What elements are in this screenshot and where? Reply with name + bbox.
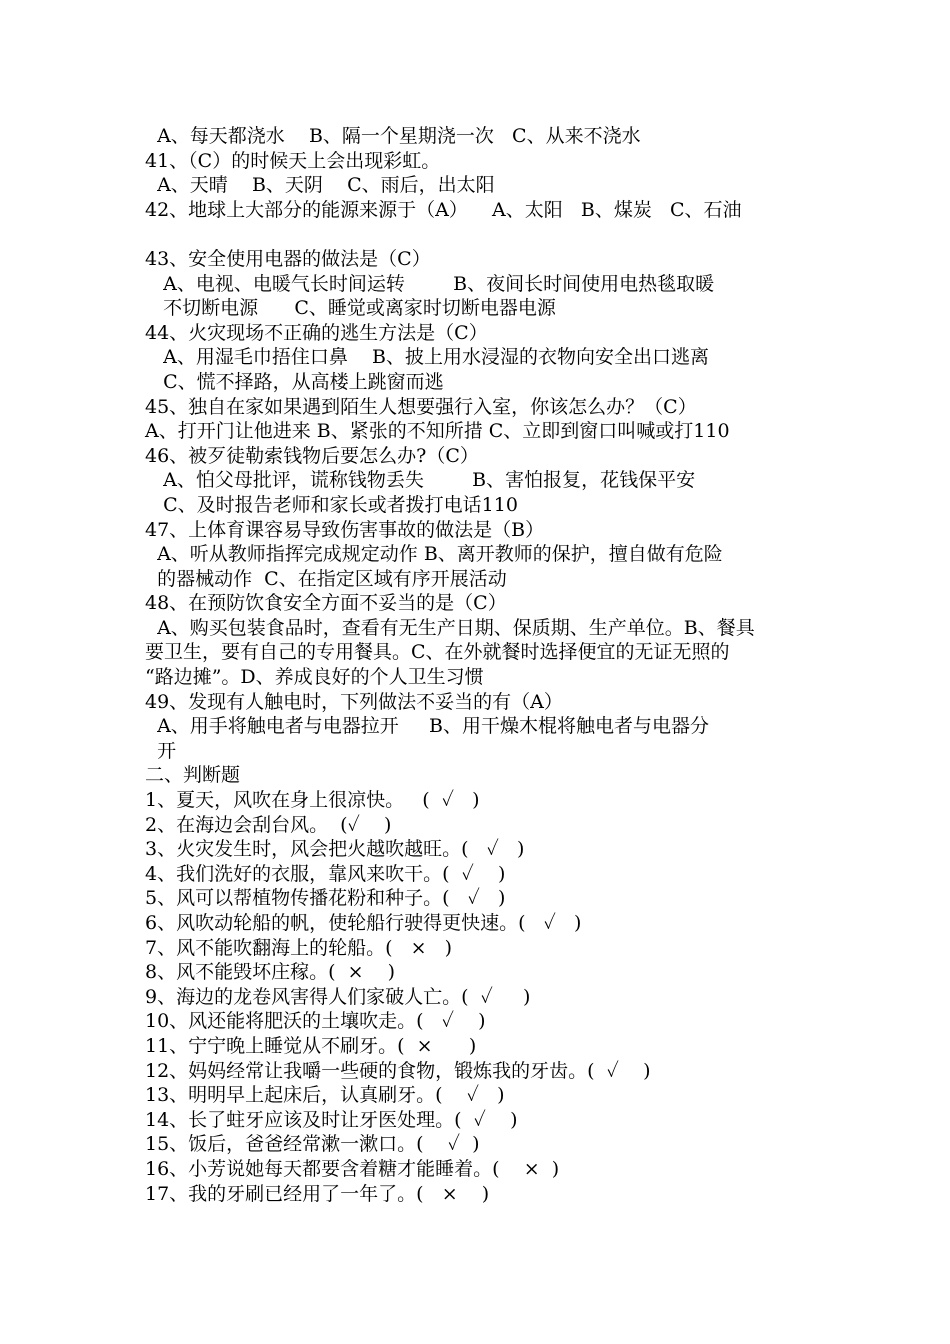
document-content — [145, 124, 813, 1206]
judgment-item: 16、小芳说她每天都要含着糖才能睡着。( × ) — [145, 1157, 560, 1180]
question-line: 47、上体育课容易导致伤害事故的做法是（B） — [145, 518, 545, 541]
judgment-item: 4、我们洗好的衣服，靠风来吹干。( ✓ ) — [145, 862, 506, 885]
question-line: 41、（C）的时候天上会出现彩虹。 — [145, 149, 441, 172]
judgment-item: 1、夏天，风吹在身上很凉快。 ( ✓ ) — [145, 789, 480, 812]
judgment-item: 14、长了蛀牙应该及时让牙医处理。( ✓ ) — [145, 1108, 518, 1131]
questions-tail — [145, 124, 813, 222]
section-title: 二、判断题 — [145, 764, 241, 787]
question-line: A、每天都浇水 B、隔一个星期浇一次 C、从来不浇水 — [145, 125, 641, 147]
question-line: A、怕父母批评，谎称钱物丢失 B、害怕报复，花钱保平安 — [145, 469, 696, 492]
question-line: 的器械动作 C、在指定区域有序开展活动 — [145, 567, 507, 590]
question-line: A、购买包装食品时，查看有无生产日期、保质期、生产单位。B、餐具 — [145, 616, 755, 639]
judgment-item: 7、风不能吹翻海上的轮船。( × ) — [145, 936, 453, 959]
question-line: 开 — [145, 739, 177, 762]
judgment-item: 12、妈妈经常让我嚼一些硬的食物，锻炼我的牙齿。( ✓ ) — [145, 1059, 651, 1082]
judgment-item: 17、我的牙刷已经用了一年了。( × ) — [145, 1182, 490, 1205]
judgment-item: 10、风还能将肥沃的土壤吹走。( ✓ ) — [145, 1010, 486, 1033]
question-line: 49、发现有人触电时，下列做法不妥当的有（A） — [145, 690, 563, 713]
question-line: A、打开门让他进来 B、紧张的不知所措 C、立即到窗口叫喊或打110 — [145, 420, 730, 443]
question-line: “路边摊”。D、养成良好的个人卫生习惯 — [145, 666, 484, 689]
question-line: 45、独自在家如果遇到陌生人想要强行入室，你该怎么办？（C） — [145, 395, 697, 418]
question-line: 44、火灾现场不正确的逃生方法是（C） — [145, 321, 488, 344]
judgment-list — [145, 788, 813, 1206]
question-line: C、及时报告老师和家长或者拨打电话110 — [145, 493, 518, 516]
question-line: 43、安全使用电器的做法是（C） — [145, 247, 431, 270]
question-line: 不切断电源 C、睡觉或离家时切断电器电源 — [145, 297, 556, 320]
question-line: A、电视、电暖气长时间运转 B、夜间长时间使用电热毯取暖 — [145, 272, 715, 295]
judgment-item: 11、宁宁晚上睡觉从不刷牙。( × ) — [145, 1034, 477, 1057]
questions-main — [145, 247, 813, 763]
judgment-item: 3、火灾发生时，风会把火越吹越旺。( ✓ ) — [145, 838, 525, 861]
judgment-item: 5、风可以帮植物传播花粉和种子。( ✓ ) — [145, 887, 506, 910]
question-line: 46、被歹徒勒索钱物后要怎么办?（C） — [145, 444, 479, 467]
judgment-item: 8、风不能毁坏庄稼。( × ) — [145, 961, 396, 984]
question-line: 48、在预防饮食安全方面不妥当的是（C） — [145, 592, 507, 615]
blank-gap — [145, 222, 813, 247]
question-line: A、听从教师指挥完成规定动作 B、离开教师的保护，擅自做有危险 — [145, 543, 723, 566]
question-line: 42、地球上大部分的能源来源于（A） A、太阳 B、煤炭 C、石油 — [145, 198, 742, 221]
judgment-item: 9、海边的龙卷风害得人们家破人亡。( ✓ ) — [145, 985, 531, 1008]
question-line: A、用手将触电者与电器拉开 B、用干燥木棍将触电者与电器分 — [145, 715, 709, 738]
judgment-item: 13、明明早上起床后，认真刷牙。( ✓ ) — [145, 1084, 505, 1107]
question-line: A、用湿毛巾捂住口鼻 B、披上用水浸湿的衣物向安全出口逃离 — [145, 346, 709, 369]
question-line: A、天晴 B、天阴 C、雨后，出太阳 — [145, 174, 495, 197]
judgment-item: 15、饭后，爸爸经常漱一漱口。( ✓ ) — [145, 1133, 480, 1156]
question-line: C、慌不择路，从高楼上跳窗而逃 — [145, 370, 444, 393]
judgment-item: 2、在海边会刮台风。 (✓ ) — [145, 813, 392, 836]
judgment-item: 6、风吹动轮船的帆，使轮船行驶得更快速。( ✓ ) — [145, 912, 582, 934]
question-line: 要卫生，要有自己的专用餐具。C、在外就餐时选择便宜的无证无照的 — [145, 641, 730, 664]
